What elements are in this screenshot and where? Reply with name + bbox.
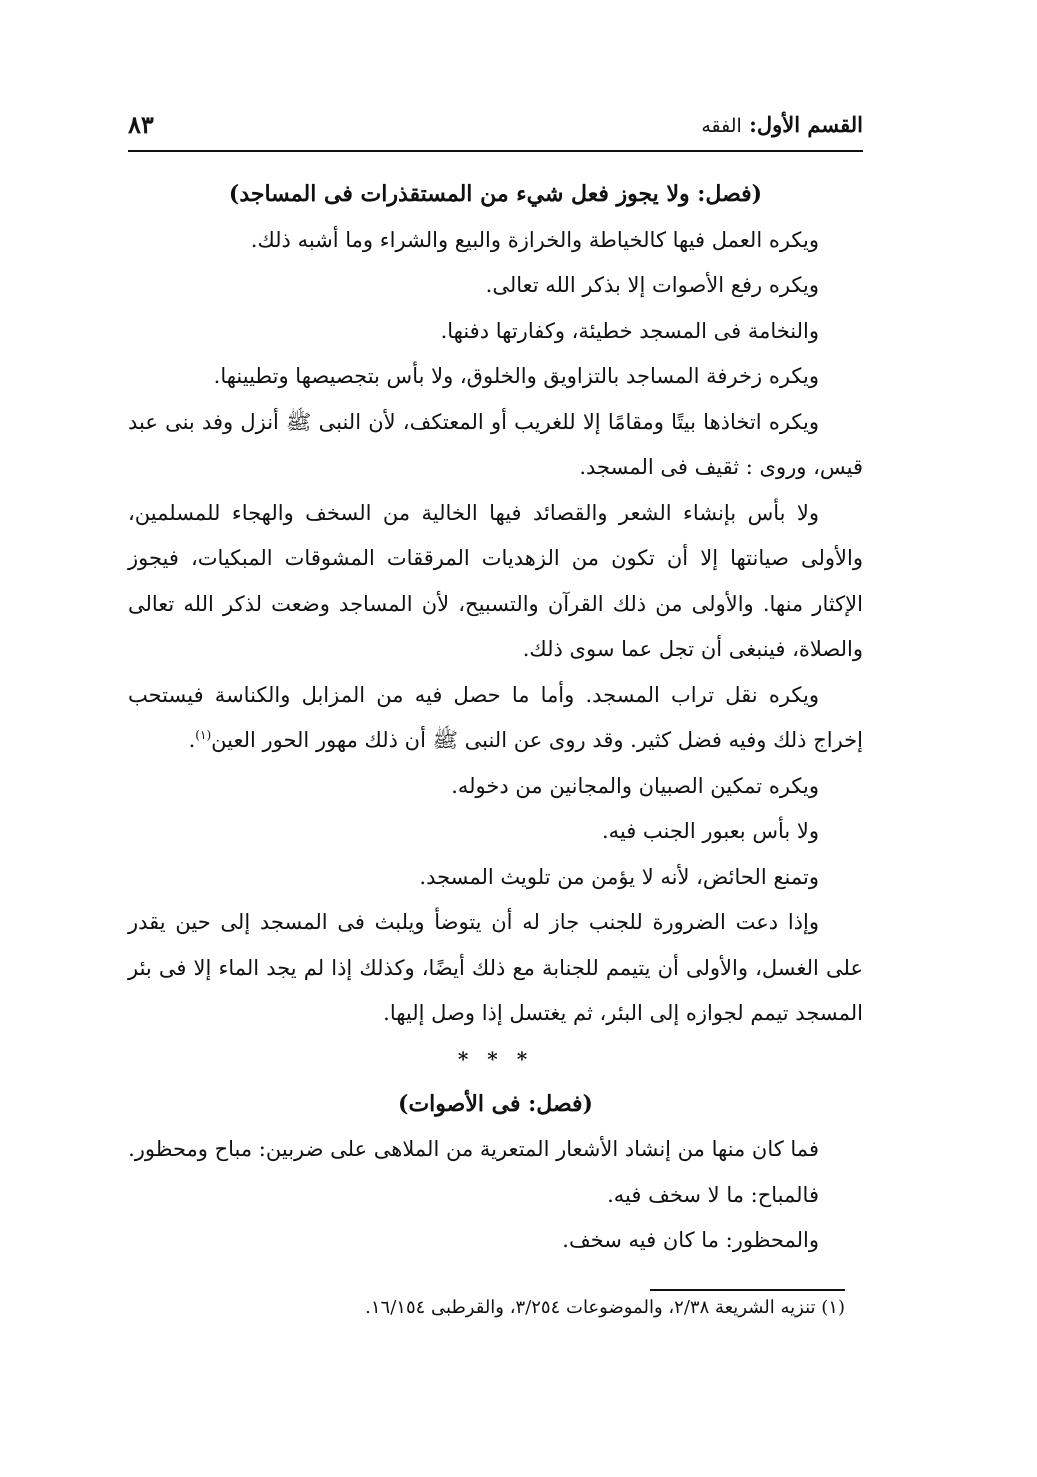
- paragraph: ويكره زخرفة المساجد بالتزاويق والخلوق، ولا بأس بتجصيصها وتطيينها.: [213, 364, 819, 388]
- section-title: [701, 112, 863, 137]
- paragraph: ويكره تمكين الصبيان والمجانين من دخوله.: [451, 773, 819, 798]
- page-number: ٨٣: [128, 110, 154, 139]
- paragraph: فما كان منها من إنشاد الأشعار المتعرية من الملاهى على ضربين: مباح ومحظور.: [128, 1137, 819, 1161]
- paragraph: والنخامة فى المسجد خطيئة، وكفارتها دفنها.: [440, 318, 819, 343]
- paragraph: والمحظور: ما كان فيه سخف.: [562, 1228, 819, 1252]
- paragraph-tail: .: [188, 728, 196, 752]
- section-heading: (فصل: فى الأصوات): [398, 1090, 593, 1117]
- paragraph-text: ويكره نقل تراب المسجد. وأما ما حصل فيه من المزابل والكناسة فيستحب إخراج ذلك وفيه فضل كثير. وقد روى عن النبى ﷺ أن ذلك مهور الحور العين: [128, 682, 863, 752]
- section-title-sub: الفقه: [701, 115, 742, 137]
- running-header: [128, 112, 863, 148]
- paragraph: ويكره اتخاذها بيتًا ومقامًا إلا للغريب أو المعتكف، لأن النبى ﷺ أنزل وفد بنى عبد قيس، وروى : ثقيف فى المسجد.: [128, 409, 863, 479]
- footnote-marker: (١): [195, 728, 212, 742]
- paragraph: ويكره رفع الأصوات إلا بذكر الله تعالى.: [485, 273, 819, 297]
- main-text: [128, 172, 863, 1264]
- paragraph-with-note: [128, 673, 863, 764]
- paragraph: وإذا دعت الضرورة للجنب جاز له أن يتوضأ ويلبث فى المسجد إلى حين يقدر على الغسل، والأولى أن يتيمم للجنابة مع ذلك أيضًا، وكذلك إذا لم يجد الماء إلا فى بئر المسجد تيمم لجوازه إلى البئر، ثم يغتسل إذا وصل إليها.: [128, 910, 863, 1025]
- section-title-main: القسم الأول:: [749, 112, 863, 137]
- paragraph: وتمنع الحائض، لأنه لا يؤمن من تلويث المسجد.: [419, 864, 819, 889]
- footnote-rule: [650, 1289, 845, 1291]
- section-separator: * * *: [457, 1046, 534, 1071]
- section-heading: (فصل: ولا يجوز فعل شيء من المستقذرات فى المساجد): [228, 181, 763, 207]
- paragraph: ولا بأس بإنشاء الشعر والقصائد فيها الخالية من السخف والهجاء للمسلمين، والأولى صيانتها إلا أن تكون من الزهديات المرققات المشوقات المبكيات، فيجوز الإكثار منها. والأولى من ذلك القرآن والتسبيح، لأن المساجد وضعت لذكر الله تعالى والصلاة، فينبغى أن تجل عما سوى ذلك.: [128, 500, 863, 661]
- paragraph: فالمباح: ما لا سخف فيه.: [607, 1182, 819, 1207]
- paragraph: ويكره العمل فيها كالخياطة والخرازة والبيع والشراء وما أشبه ذلك.: [250, 227, 819, 252]
- footnote: (١) تنزيه الشريعة ٢/٣٨، والموضوعات ٣/٢٥٤، والقرطبى ١٦/١٥٤.: [365, 1297, 845, 1318]
- header-rule: [128, 150, 863, 152]
- paragraph: ولا بأس بعبور الجنب فيه.: [601, 819, 819, 843]
